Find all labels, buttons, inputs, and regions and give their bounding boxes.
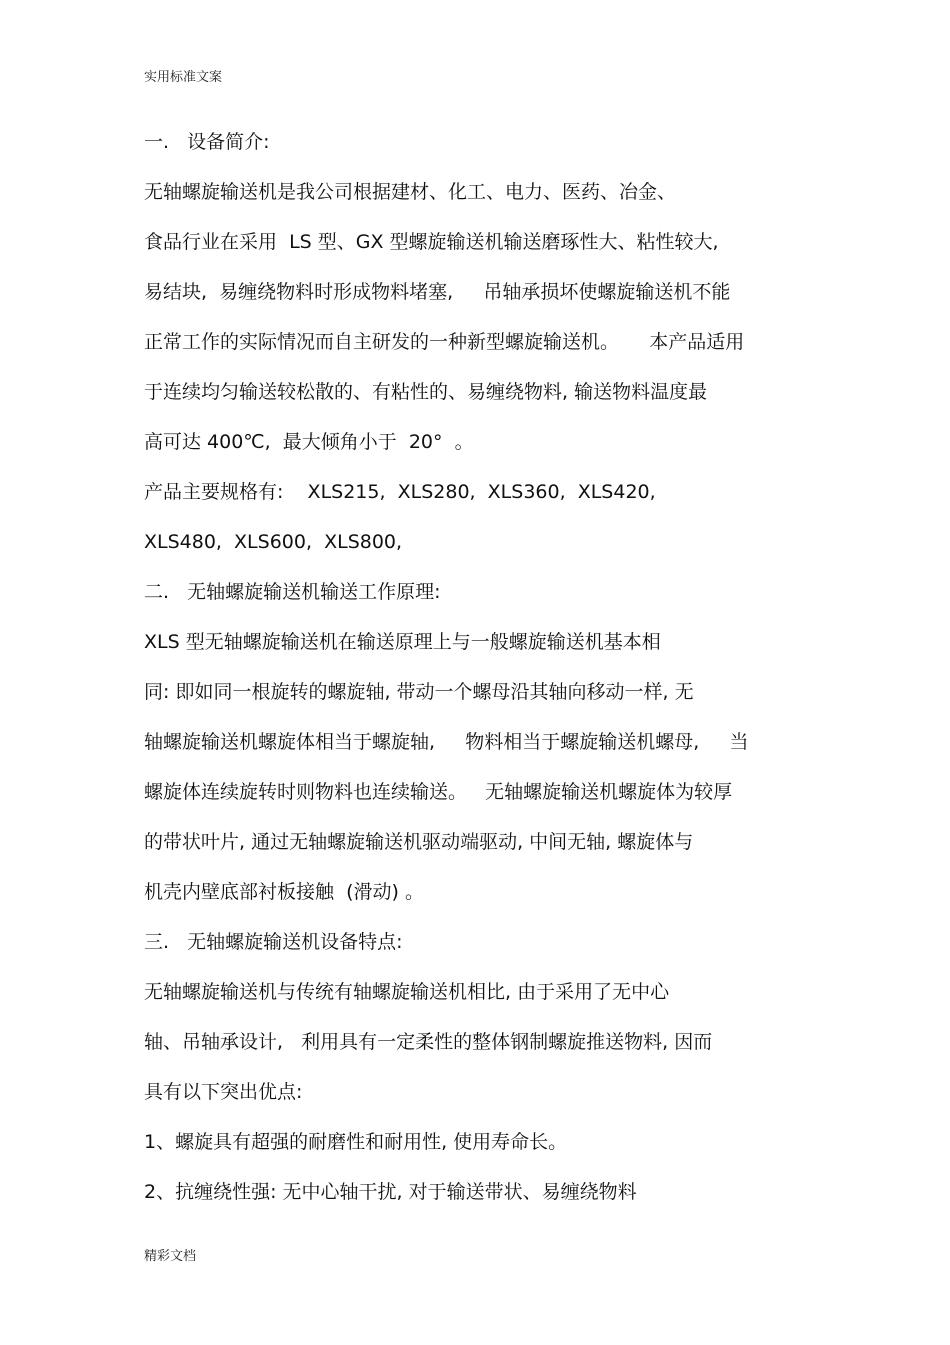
section-heading-3: 三. 无轴螺旋输送机设备特点: bbox=[144, 931, 403, 953]
paragraph-line: XLS 型无轴螺旋输送机在输送原理上与一般螺旋输送机基本相 bbox=[144, 631, 661, 653]
paragraph-line: 机壳内壁底部衬板接触 (滑动) 。 bbox=[144, 881, 424, 903]
page-header: 实用标准文案 bbox=[144, 70, 223, 85]
section-heading-1: 一. 设备简介: bbox=[144, 131, 270, 153]
section-heading-2: 二. 无轴螺旋输送机输送工作原理: bbox=[144, 581, 441, 603]
list-item: 2、抗缠绕性强: 无中心轴干扰, 对于输送带状、易缠绕物料 bbox=[144, 1181, 637, 1203]
page-footer: 精彩文档 bbox=[144, 1249, 197, 1264]
paragraph-line: 正常工作的实际情况而自主研发的一种新型螺旋输送机。 本产品适用 bbox=[144, 331, 745, 353]
paragraph-line: 易结块, 易缠绕物料时形成物料堵塞, 吊轴承损坏使螺旋输送机不能 bbox=[144, 281, 731, 303]
paragraph-line: 无轴螺旋输送机与传统有轴螺旋输送机相比, 由于采用了无中心 bbox=[144, 981, 670, 1003]
paragraph-line: 轴、吊轴承设计, 利用具有一定柔性的整体钢制螺旋推送物料, 因而 bbox=[144, 1031, 713, 1053]
list-item: 1、螺旋具有超强的耐磨性和耐用性, 使用寿命长。 bbox=[144, 1131, 568, 1153]
spec-line: XLS480, XLS600, XLS800, bbox=[144, 531, 403, 553]
paragraph-line: 轴螺旋输送机螺旋体相当于螺旋轴, 物料相当于螺旋输送机螺母, 当 bbox=[144, 731, 749, 753]
spec-line: 产品主要规格有: XLS215, XLS280, XLS360, XLS420, bbox=[144, 481, 656, 503]
paragraph-line: 的带状叶片, 通过无轴螺旋输送机驱动端驱动, 中间无轴, 螺旋体与 bbox=[144, 831, 694, 853]
paragraph-line: 具有以下突出优点: bbox=[144, 1081, 303, 1103]
paragraph-line: 同: 即如同一根旋转的螺旋轴, 带动一个螺母沿其轴向移动一样, 无 bbox=[144, 681, 694, 703]
paragraph-line: 于连续均匀输送较松散的、有粘性的、易缠绕物料, 输送物料温度最 bbox=[144, 381, 708, 403]
paragraph-line: 无轴螺旋输送机是我公司根据建材、化工、电力、医药、冶金、 bbox=[144, 181, 677, 203]
paragraph-line: 高可达 400℃, 最大倾角小于 20° 。 bbox=[144, 431, 474, 453]
paragraph-line: 食品行业在采用 LS 型、GX 型螺旋输送机输送磨琢性大、粘性较大, bbox=[144, 231, 719, 253]
paragraph-line: 螺旋体连续旋转时则物料也连续输送。 无轴螺旋输送机螺旋体为较厚 bbox=[144, 781, 733, 803]
